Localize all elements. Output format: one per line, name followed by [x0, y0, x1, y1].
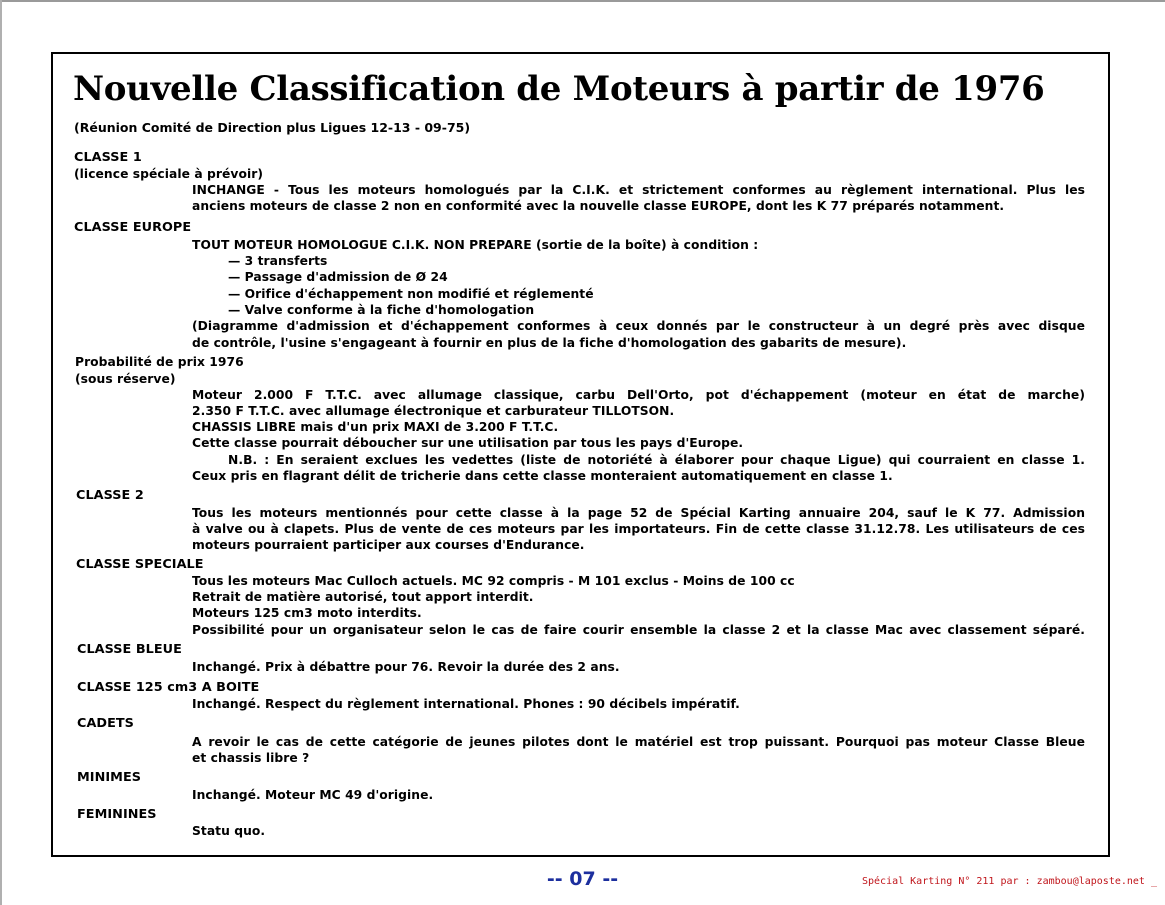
body-line-speciale: Tous les moteurs Mac Culloch actuels. MC 92 compris - M 101 exclus - Moins de 100 cc [192, 574, 795, 588]
section-heading-classe-europe: CLASSE EUROPE [74, 220, 192, 235]
page-title: Nouvelle Classification de Moteurs à partir de 1976 [73, 69, 1045, 109]
body-line-speciale: Moteurs 125 cm3 moto interdits. [192, 606, 422, 620]
condition-item: — Valve conforme à la fiche d'homologation [228, 303, 535, 317]
price-note: (sous réserve) [75, 372, 176, 386]
body-line-speciale: Retrait de matière autorisé, tout apport interdit. [192, 590, 534, 604]
section-heading-feminines: FEMININES [77, 807, 157, 822]
section-heading-classe-speciale: CLASSE SPECIALE [76, 557, 204, 572]
body-line-bleue: Inchangé. Prix à débattre pour 76. Revoir la durée des 2 ans. [192, 660, 620, 674]
section-note-classe-1: (licence spéciale à prévoir) [74, 167, 263, 181]
viewer-left-edge [0, 0, 2, 905]
body-line-europe-diagram: de contrôle, l'usine s'engageant à fournir en plus de la fiche d'homologation des gabarits de mesure). [192, 336, 907, 350]
body-line-classe-1: anciens moteurs de classe 2 non en conformité avec la nouvelle classe EUROPE, dont les K 77 préparés notamment. [192, 199, 1005, 213]
body-line-classe-2: moteurs pourraient participer aux courses d'Endurance. [192, 538, 585, 552]
section-heading-cadets: CADETS [77, 716, 134, 731]
viewer-top-edge [0, 0, 1165, 2]
nb-line: Ceux pris en flagrant délit de tricherie dans cette classe monteraient automatiquement en classe 1. [192, 469, 893, 483]
section-heading-classe-125-boite: CLASSE 125 cm3 A BOITE [77, 680, 260, 695]
section-heading-classe-bleue: CLASSE BLEUE [77, 642, 182, 657]
body-line-feminines: Statu quo. [192, 824, 266, 838]
price-heading: Probabilité de prix 1976 [75, 355, 244, 369]
body-line-europe-diagram: (Diagramme d'admission et d'échappement conformes à ceux donnés par le constructeur à un degré près avec disque [192, 319, 1085, 333]
condition-item: — Passage d'admission de Ø 24 [228, 270, 448, 284]
nb-line: N.B. : En seraient exclues les vedettes (liste de notoriété à élaborer pour chaque Ligue) qui courraient en classe 1. [228, 453, 1085, 467]
body-line-classe-2: Tous les moteurs mentionnés pour cette classe à la page 52 de Spécial Karting annuaire 204, sauf le K 77. Admission [192, 506, 1085, 520]
body-line-speciale: Possibilité pour un organisateur selon le cas de faire courir ensemble la classe 2 et la classe Mac avec classement séparé. [192, 623, 1085, 637]
body-line-cadets: et chassis libre ? [192, 751, 310, 765]
section-heading-classe-1: CLASSE 1 [74, 150, 142, 165]
section-heading-classe-2: CLASSE 2 [76, 488, 144, 503]
page-number: -- 07 -- [546, 868, 619, 890]
body-line-minimes: Inchangé. Moteur MC 49 d'origine. [192, 788, 434, 802]
body-line-price: Moteur 2.000 F T.T.C. avec allumage classique, carbu Dell'Orto, pot d'échappement (moteur en état de marche) [192, 388, 1085, 402]
body-line-cadets: A revoir le cas de cette catégorie de jeunes pilotes dont le matériel est trop puissant. Pourquoi pas moteur Classe Bleue [192, 735, 1085, 749]
body-line-price: CHASSIS LIBRE mais d'un prix MAXI de 3.200 F T.T.C. [192, 420, 559, 434]
condition-item: — Orifice d'échappement non modifié et réglementé [228, 287, 594, 301]
body-line-boite: Inchangé. Respect du règlement international. Phones : 90 décibels impératif. [192, 697, 740, 711]
body-line-europe-intro: TOUT MOTEUR HOMOLOGUE C.I.K. NON PREPARE (sortie de la boîte) à condition : [192, 238, 759, 252]
body-line-classe-2: à valve ou à clapets. Plus de vente de ces moteurs par les importateurs. Fin de cette classe 31.12.78. Les utilisateurs de ces [192, 522, 1085, 536]
body-line-classe-1: INCHANGE - Tous les moteurs homologués par la C.I.K. et strictement conformes au règlement international. Plus les [192, 183, 1085, 197]
body-line-price: 2.350 F T.T.C. avec allumage électronique et carburateur TILLOTSON. [192, 404, 675, 418]
body-line-price: Cette classe pourrait déboucher sur une utilisation par tous les pays d'Europe. [192, 436, 744, 450]
condition-item: — 3 transferts [228, 254, 328, 268]
section-heading-minimes: MINIMES [77, 770, 142, 785]
page-subtitle: (Réunion Comité de Direction plus Ligues 12-13 - 09-75) [74, 120, 471, 135]
footer-credit: Spécial Karting N° 211 par : zambou@laposte.net _ [861, 876, 1157, 887]
